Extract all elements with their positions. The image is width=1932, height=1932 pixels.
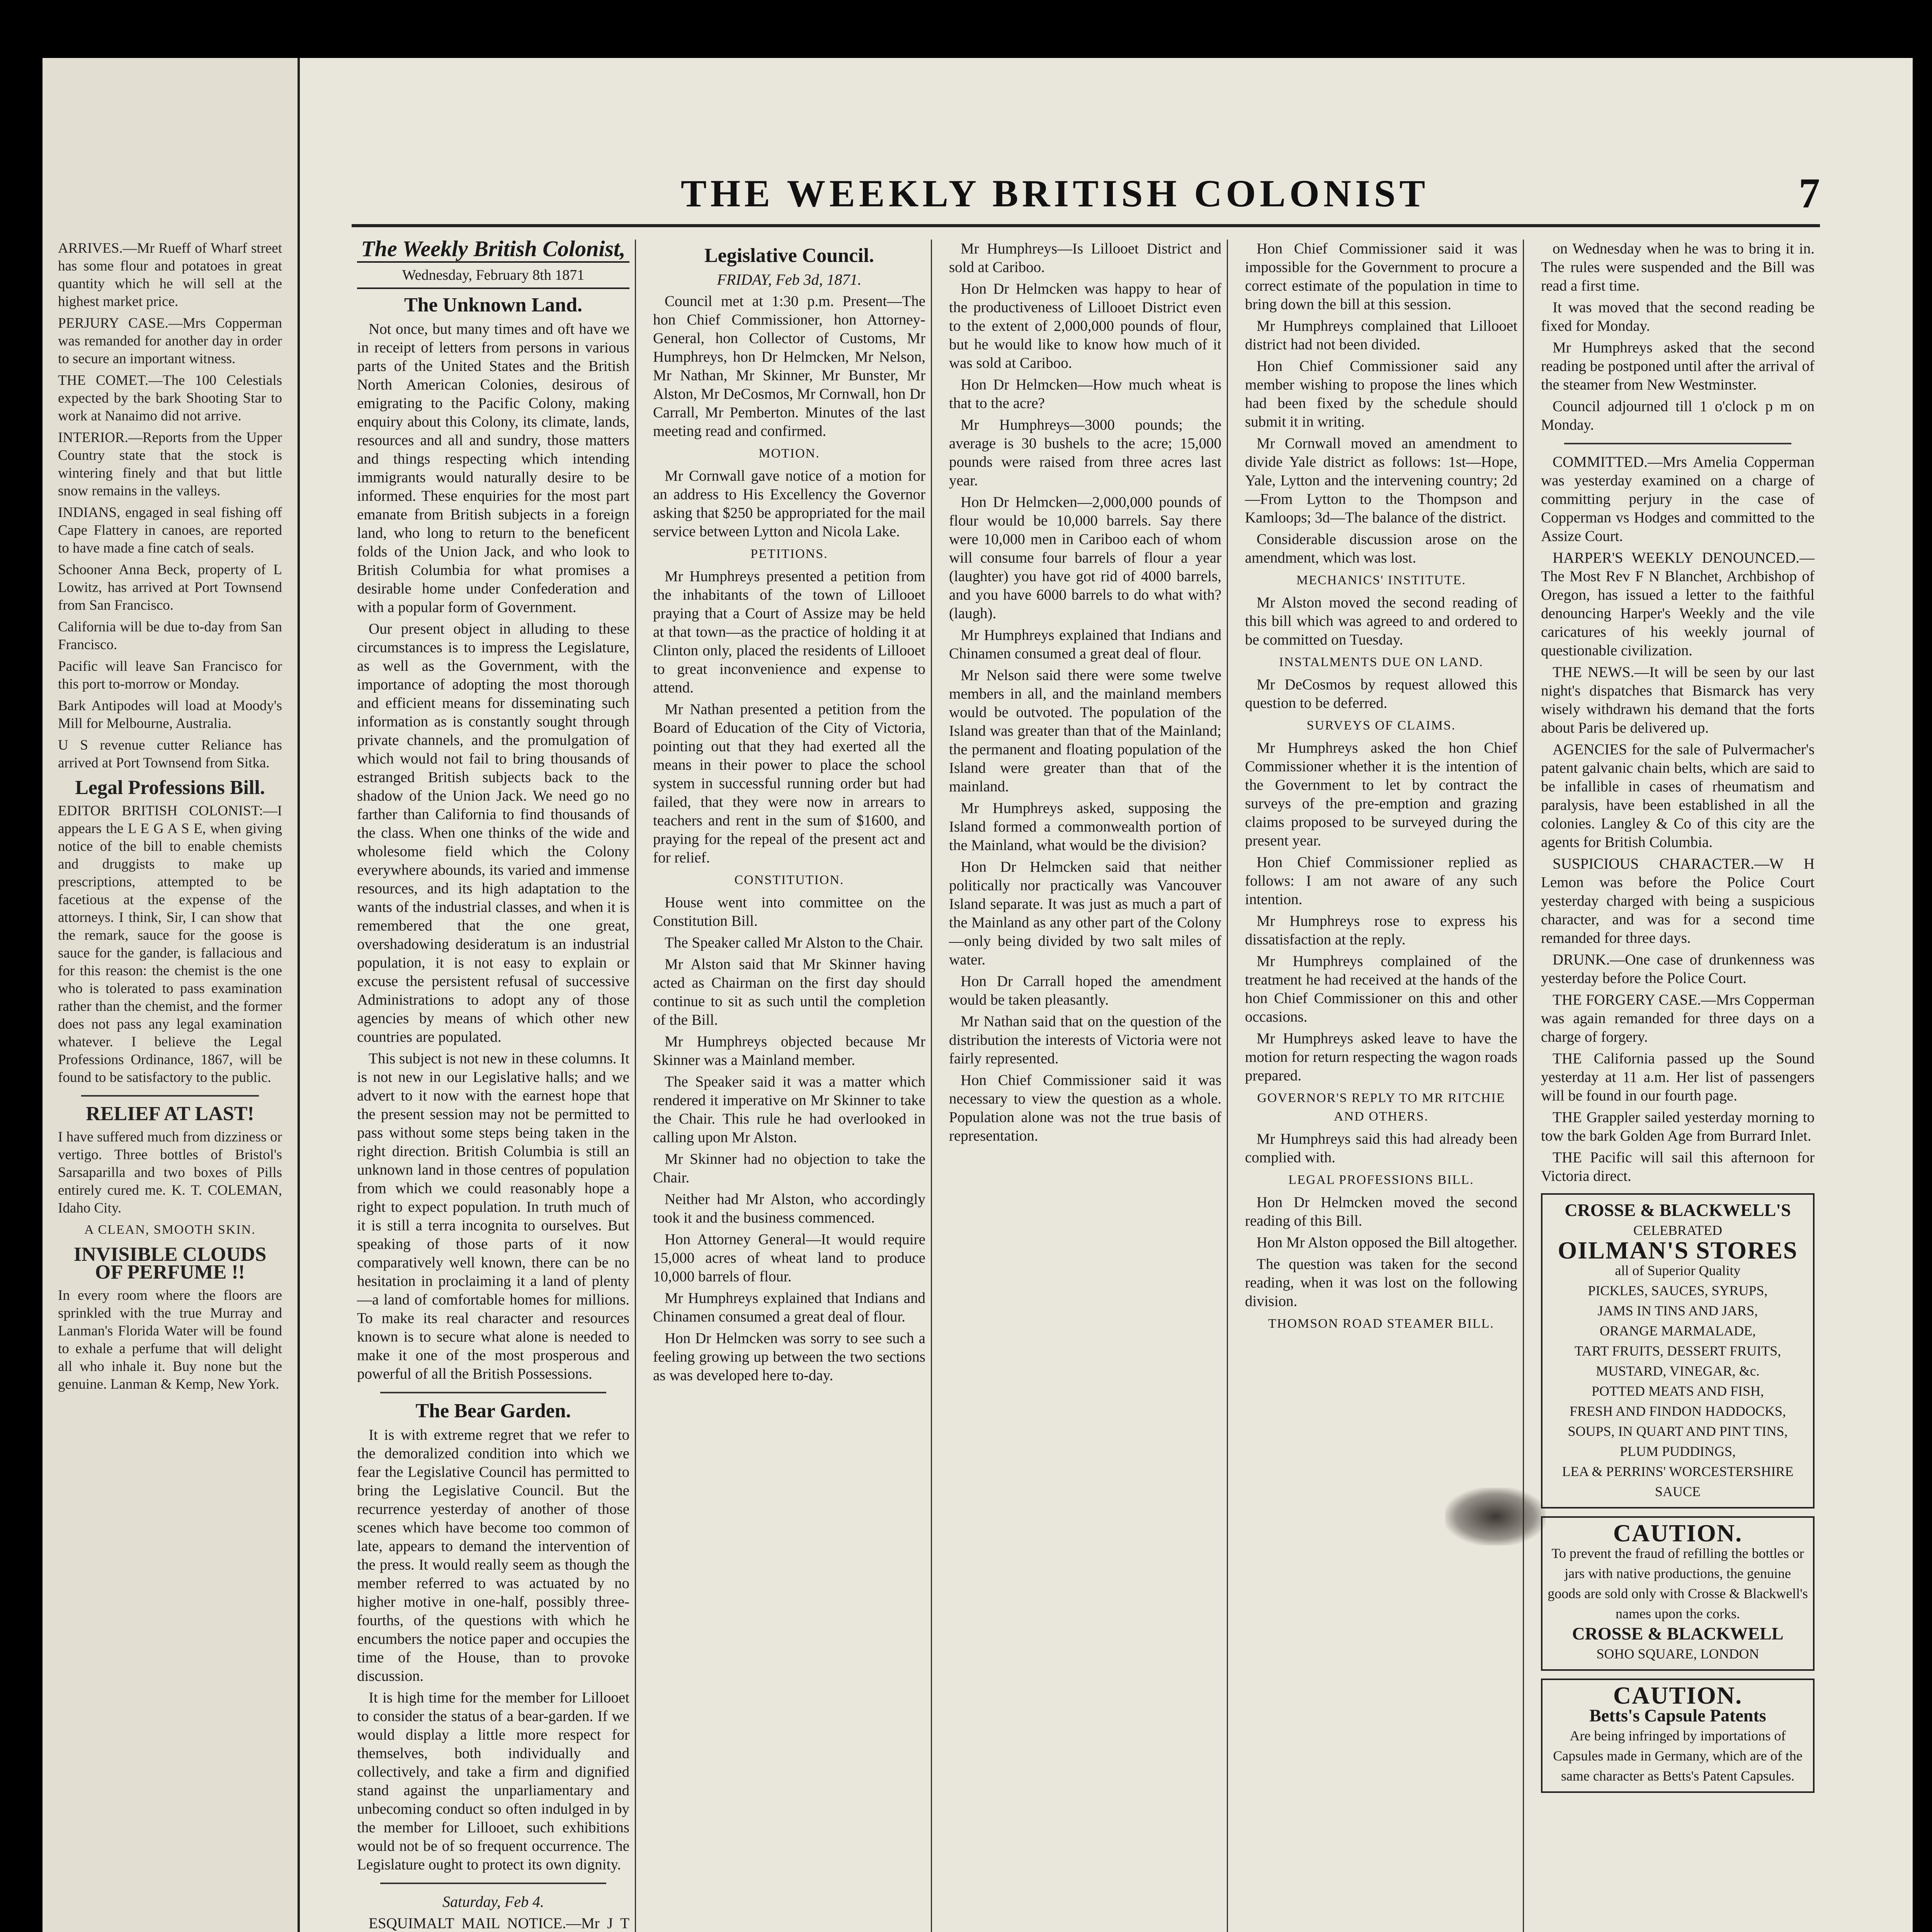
section-heading: INSTALMENTS DUE ON LAND. (1279, 655, 1483, 669)
news-item: INTERIOR.—Reports from the Upper Country state that the stock is wintering finely and that but little snow remains in the valleys. (58, 430, 282, 499)
article-paragraph: Mr DeCosmos by request allowed this question to be deferred. (1245, 676, 1517, 711)
article-heading: Legislative Council. (704, 245, 874, 267)
ad-body: Are being infringed by importations of Capsules made in Germany, which are of the same character as Betts's Patent Capsules. (1553, 1728, 1803, 1784)
article-paragraph: Mr Humphreys complained that Lillooet district had not been divided. (1245, 318, 1517, 353)
news-item: Bark Antipodes will load at Moody's Mill for Melbourne, Australia. (58, 698, 282, 731)
news-item: THE California passed up the Sound yesterday at 11 a.m. Her list of passengers will be found in our fourth page. (1541, 1050, 1815, 1104)
news-item: DRUNK.—One case of drunkenness was yesterday before the Police Court. (1541, 951, 1815, 986)
ad-maker: CROSSE & BLACKWELL (1572, 1624, 1784, 1643)
divider (1564, 443, 1791, 444)
ad-body: To prevent the fraud of refilling the bottles or jars with native productions, the genuine goods are sold only with Crosse & Blackwell's names upon the corks. (1548, 1546, 1808, 1621)
newspaper-scan (43, 58, 1913, 1932)
ad-line: all of Superior Quality (1615, 1263, 1741, 1278)
ad-line: MUSTARD, VINEGAR, &c. (1596, 1363, 1760, 1379)
columns (352, 240, 1820, 1932)
article-paragraph: The Speaker called Mr Alston to the Chair. (665, 934, 923, 951)
section-heading: CONSTITUTION. (734, 873, 844, 887)
previous-page-fragment (43, 58, 300, 1932)
article-paragraph: Hon Dr Helmcken was sorry to see such a feeling growing up between the two sections as was developed here to-day. (653, 1330, 925, 1384)
article-paragraph: Mr Skinner had no objection to take the Chair. (653, 1151, 925, 1186)
article-paragraph: Mr Humphreys objected because Mr Skinner was a Mainland member. (653, 1033, 925, 1068)
section-heading: MOTION. (759, 446, 820, 461)
dateline: Wednesday, February 8th 1871 (357, 266, 629, 289)
article-paragraph: Our present object in alluding to these circumstances is to impress the Legislature, as well as the Government, with the importance of adopting the most thorough and efficient means for disseminating such information as is constantly sought through private channels, and the promulgation of which would not fail to bring thousands of estranged British subjects back to the shadow of the Union Jack. We need go no farther than California to find thousands of the class. When one thinks of the wide and wholesome field which the Colony everywhere abounds, its varied and immense resources, and its high adaptation to the wants of the industrial classes, and when it is remembered that the one great, overshadowing desideratum is an industrial population, it is not easy to explain or excuse the persistent refusal of successive Administrations to adopt any of those agencies by means of which other new countries are populated. (357, 621, 629, 1045)
article-paragraph: The Speaker said it was a matter which rendered it imperative on Mr Skinner to take the Chair. This rule he had overlooked in calling upon Mr Alston. (653, 1073, 925, 1146)
article-paragraph: Mr Nathan presented a petition from the Board of Education of the City of Victoria, pointing out that they had exerted all the means in their power to place the school system in successful running order but had failed, that they were now in arrears to teachers and rent in the sum of $1600, and praying for the repeal of the present act and for relief. (653, 701, 925, 866)
article-paragraph: It is with extreme regret that we refer to the demoralized condition into which we fear the Legislative Council has permitted to bring the Legislative Council. But the recurrence yesterday of another of those scenes which have become too common of late, appears to demand the intervention of the press. It would really seem as though the member referred to was actuated by no higher motive in one-half, possibly three-fourths, of the questions with which he encumbers the notice paper and occupies the time of the House, than to provoke discussion. (357, 1427, 629, 1684)
ad-line: JAMS IN TINS AND JARS, (1597, 1303, 1758, 1318)
article-paragraph: Mr Humphreys presented a petition from the inhabitants of the town of Lillooet praying that a Court of Assize may be held at that town—as the practice of holding it at Clinton only, placed the residents of Lillooet to great inconvenience and expense to attend. (653, 568, 925, 696)
article-paragraph: Hon Dr Helmcken said that neither politically nor practically was Vancouver Island separate. It was just as much a part of the Mainland as any other part of the Colony—only being divided by two salt miles of water. (949, 859, 1221, 968)
article-paragraph: Mr Alston said that Mr Skinner having acted as Chairman on the first day should continue to sit as such until the completion of the Bill. (653, 956, 925, 1028)
article-paragraph: House went into committee on the Constitution Bill. (653, 894, 925, 929)
article-heading: The Bear Garden. (415, 1400, 571, 1422)
ad-body: I have suffered much from dizziness or vertigo. Three bottles of Bristol's Sarsaparilla and two boxes of Pills entirely cured me. K. T. COLEMAN, Idaho City. (58, 1129, 282, 1216)
article-paragraph: on Wednesday when he was to bring it in. The rules were suspended and the Bill was read a first time. (1541, 240, 1815, 294)
article-paragraph: Mr Humphreys said this had already been complied with. (1245, 1131, 1517, 1166)
ad-title: OILMAN'S STORES (1558, 1236, 1798, 1264)
news-item: AGENCIES for the sale of Pulvermacher's patent galvanic chain belts, which are said to be infallible in cases of rheumatism and paralysis, have been established in all the colonies. Langley & Co of this city are the agents for British Columbia. (1541, 741, 1815, 850)
article-paragraph: Mr Humphreys complained of the treatment he had received at the hands of the hon Chief Commissioner on this and other occasions. (1245, 953, 1517, 1025)
news-item: SUSPICIOUS CHARACTER.—W H Lemon was before the Police Court yesterday charged with being a suspicious character, and was for a second time remanded for three days. (1541, 855, 1815, 946)
article-paragraph: Neither had Mr Alston, who accordingly took it and the business commenced. (653, 1191, 925, 1226)
section-heading: PETITIONS. (750, 547, 828, 561)
ad-heading: RELIEF AT LAST! (86, 1103, 254, 1125)
page-number: 7 (1799, 169, 1820, 217)
ad-body: In every room where the floors are sprinkled with the true Murray and Lanman's Florida Water will be found to exhale a perfume that will delight all who inhale it. Buy none but the genuine. Lanman & Kemp, New York. (58, 1287, 282, 1392)
section-heading: GOVERNOR'S REPLY TO MR RITCHIE AND OTHERS. (1257, 1091, 1505, 1124)
news-item: PERJURY CASE.—Mrs Copperman was remanded for another day in order to secure an important witness. (58, 315, 282, 367)
section-heading: LEGAL PROFESSIONS BILL. (1288, 1173, 1474, 1187)
article-paragraph: Hon Attorney General—It would require 15,000 acres of wheat land to produce 10,000 barrels of flour. (653, 1231, 925, 1285)
article-paragraph: Mr Humphreys—3000 pounds; the average is 30 bushels to the acre; 15,000 pounds were raised from three acres last year. (949, 417, 1221, 489)
article-paragraph: Hon Mr Alston opposed the Bill altogether. (1257, 1234, 1517, 1251)
article-paragraph: Mr Humphreys rose to express his dissatisfaction at the reply. (1245, 913, 1517, 948)
news-item: COMMITTED.—Mrs Amelia Copperman was yesterday examined on a charge of committing perjury in the case of Copperman vs Hodges and committed to the Assize Court. (1541, 454, 1815, 544)
article-paragraph: It was moved that the second reading be fixed for Monday. (1541, 299, 1815, 334)
ad-heading: INVISIBLE CLOUDS OF PERFUME !! (73, 1243, 267, 1283)
article-paragraph: This subject is not new in these columns. It is not new in our Legislative halls; and we advert to it now with the earnest hope that the present session may not be permitted to pass without some steps being taken in the right direction. British Columbia is still an unknown land in those centres of population from which we could reasonably hope a right to expect population. In truth much of it is still a terra incognita to ourselves. But speaking of those parts of it now comparatively well known, there can be no hesitation in proclaiming it a land of plenty—a land of comfortable homes for millions. To make its real character and resources known is to secure what alone is needed to make it one of the most prosperous and powerful of all the British Possessions. (357, 1050, 629, 1382)
ad-heading: CAUTION. (1613, 1682, 1743, 1709)
ink-stain (1445, 1488, 1546, 1546)
column-4 (1240, 240, 1524, 1932)
news-item: INDIANS, engaged in seal fishing off Cape Flattery in canoes, are reported to have made a fine catch of seals. (58, 505, 282, 556)
masthead-title: THE WEEKLY BRITISH COLONIST (680, 172, 1429, 215)
masthead-rule (352, 224, 1820, 227)
news-item: HARPER'S WEEKLY DENOUNCED.—The Most Rev F N Blanchet, Archbishop of Oregon, has issued a letter to the faithful denouncing Harper's Weekly and the vile caricatures of his weekly journal of questionable civilization. (1541, 549, 1815, 659)
session-date: FRIDAY, Feb 3d, 1871. (717, 271, 862, 288)
column-5 (1536, 240, 1820, 1932)
masthead (352, 166, 1820, 220)
news-item: Pacific will leave San Francisco for this port to-morrow or Monday. (58, 658, 282, 692)
ad-line: TART FRUITS, DESSERT FRUITS, (1574, 1343, 1781, 1359)
divider (380, 1392, 606, 1393)
article-heading: Legal Professions Bill. (75, 777, 265, 799)
section-heading: MECHANICS' INSTITUTE. (1296, 573, 1466, 587)
previous-page-column (58, 240, 282, 1397)
article-body: EDITOR BRITISH COLONIST:—I appears the L E G A S E, when giving notice of the bill to enable chemists and druggists to make up prescriptions, attempted to be facetious at the expense of the attorneys. I think, Sir, I can show that the remark, sauce for the goose is sauce for the gander, is fallacious and for this reason: the chemist is the one who is tolerated to pass examination rather than the chemist, and the former does not pass any legal examination whatever. I believe the Legal Professions Ordinance, 1867, will be found to be satisfactory to the public. (58, 803, 282, 1085)
news-item: Schooner Anna Beck, property of L Lowitz, has arrived at Port Townsend from San Francisco. (58, 562, 282, 613)
news-item: THE NEWS.—It will be seen by our last night's dispatches that Bismarck has very wisely withdrawn his demand that the forts about Paris be delivered up. (1541, 664, 1815, 736)
article-paragraph: Mr Nathan said that on the question of the distribution the interests of Victoria were not fairly represented. (949, 1013, 1221, 1067)
ad-heading: CAUTION. (1613, 1519, 1743, 1547)
news-item: THE Pacific will sail this afternoon for Victoria direct. (1541, 1149, 1815, 1184)
article-paragraph: Hon Dr Helmcken—2,000,000 pounds of flour would be 10,000 barrels. Say there were 10,000 men in Cariboo each of whom will consume four barrels of flour a year (laughter) you have got rid of 4000 barrels, and you have 6000 barrels to do what with? (laugh). (949, 494, 1221, 622)
news-item: California will be due to-day from San Francisco. (58, 619, 282, 653)
section-heading: SURVEYS OF CLAIMS. (1306, 718, 1456, 733)
article-paragraph: Hon Dr Helmcken—How much wheat is that to the acre? (949, 376, 1221, 412)
advertisement-betts (1541, 1679, 1815, 1793)
article-paragraph: Mr Cornwall moved an amendment to divide Yale district as follows: 1st—Hope, Yale, Lytton and the intervening country; 2d—From Lytton to the Thompson and Kamloops; 3d—The balance of the district. (1245, 435, 1517, 526)
article-heading: The Unknown Land. (404, 294, 582, 316)
news-item: ESQUIMALT MAIL NOTICE.—Mr J T (369, 1915, 629, 1932)
article-paragraph: Hon Dr Helmcken was happy to hear of the productiveness of Lillooet District even to the extent of 2,000,000 pounds of flour, but he would like to know how much of it was sold at Cariboo. (949, 281, 1221, 371)
ad-address: SOHO SQUARE, LONDON (1596, 1646, 1759, 1662)
article-paragraph: Hon Chief Commissioner said it was impossible for the Government to procure a correct estimate of the population in time to bring down the bill at this session. (1245, 240, 1517, 313)
news-item: THE COMET.—The 100 Celestials expected by the bark Shooting Star to work at Nanaimo did not arrive. (58, 372, 282, 424)
ad-subheading: CELEBRATED (1633, 1223, 1722, 1238)
news-item: THE FORGERY CASE.—Mrs Copperman was again remanded for three days on a charge of forgery. (1541, 992, 1815, 1045)
article-paragraph: Not once, but many times and oft have we in receipt of letters from persons in various parts of the United States and the British North American Colonies, desirous of emigrating to the Pacific Colony, making enquiry about this Colony, its climate, lands, resources and all and sundry, those matters and things respecting which intending immigrants would naturally desire to be informed. These enquiries for the most part emanate from British subjects in a foreign land, who long to return to the beneficent folds of the Union Jack, and who look to British Columbia for what promises a desirable home under Confederation and with a popular form of Government. (357, 321, 629, 616)
article-paragraph: It is high time for the member for Lillooet to consider the status of a bear-garden. If we would display a little more respect for themselves, both individually and collectively, and take a firm and dignified stand against the unparliamentary and unbecoming conduct so often indulged in by the member for Lillooet, such exhibitions would not be of so frequent occurrence. The Legislature ought to protect its own dignity. (357, 1689, 629, 1873)
article-paragraph: The question was taken for the second reading, when it was lost on the following division. (1245, 1256, 1517, 1310)
article-paragraph: Mr Nelson said there were some twelve members in all, and the mainland members would be outvoted. The population of the Island was greater than that of the Mainland; the permanent and floating population of the Island were greater than that of the mainland. (949, 667, 1221, 795)
column-2 (648, 240, 932, 1932)
article-paragraph: Mr Humphreys asked that the second reading be postponed until after the arrival of the steamer from New Westminster. (1541, 339, 1815, 393)
article-paragraph: Mr Humphreys explained that Indians and Chinamen consumed a great deal of flour. (949, 627, 1221, 662)
column-1 (352, 240, 636, 1932)
ad-line: ORANGE MARMALADE, (1600, 1323, 1756, 1338)
news-item: ARRIVES.—Mr Rueff of Wharf street has some flour and potatoes in great quantity which he will sell at the highest market price. (58, 240, 282, 310)
ad-line: PICKLES, SAUCES, SYRUPS, (1588, 1283, 1768, 1298)
ad-title: Betts's Capsule Patents (1589, 1706, 1766, 1725)
article-paragraph: Mr Cornwall gave notice of a motion for an address to His Excellency the Governor asking that $250 be appropriated for the mail service between Lytton and Nicola Lake. (653, 468, 925, 540)
ad-line: PLUM PUDDINGS, (1619, 1444, 1736, 1459)
section-heading: THOMSON ROAD STEAMER BILL. (1268, 1316, 1494, 1331)
ad-heading: CROSSE & BLACKWELL'S (1565, 1200, 1791, 1220)
article-paragraph: Hon Dr Carrall hoped the amendment would be taken pleasantly. (949, 973, 1221, 1008)
advertisement-caution (1541, 1516, 1815, 1671)
divider (81, 1095, 259, 1097)
divider (380, 1883, 606, 1884)
article-paragraph: Mr Humphreys explained that Indians and Chinamen consumed a great deal of flour. (653, 1290, 925, 1325)
ad-subheading: A CLEAN, SMOOTH SKIN. (84, 1223, 256, 1237)
article-paragraph: Hon Dr Helmcken moved the second reading of this Bill. (1245, 1194, 1517, 1229)
article-paragraph: Council met at 1:30 p.m. Present—The hon Chief Commissioner, hon Attorney-General, hon Collector of Customs, Mr Humphreys, hon Dr Helmcken, Mr Nelson, Mr Nathan, Mr Skinner, Mr Bunster, Mr Alston, Mr DeCosmos, Mr Cornwall, hon Dr Carrall, Mr Pemberton. Minutes of the last meeting read and confirmed. (653, 293, 925, 439)
article-paragraph: Mr Humphreys asked, supposing the Island formed a commonwealth portion of the Mainland, what would be the division? (949, 800, 1221, 854)
article-paragraph: Mr Humphreys—Is Lillooet District and sold at Cariboo. (949, 240, 1221, 276)
nameplate: The Weekly British Colonist, (357, 240, 629, 263)
newspaper-page (305, 58, 1913, 1932)
advertisement-crosse-blackwell (1541, 1193, 1815, 1509)
article-paragraph: Hon Chief Commissioner replied as follows: I am not aware of any such intention. (1245, 854, 1517, 908)
article-paragraph: Mr Humphreys asked the hon Chief Commissioner whether it is the intention of the Government to let by contract the surveys of the pre-emption and grazing claims proposed to be surveyed during the present year. (1245, 740, 1517, 849)
ad-line: FRESH AND FINDON HADDOCKS, (1569, 1403, 1786, 1419)
ad-line: LEA & PERRINS' WORCESTERSHIRE SAUCE (1562, 1464, 1794, 1499)
section-date: Saturday, Feb 4. (442, 1893, 544, 1910)
ad-line: POTTED MEATS AND FISH, (1591, 1383, 1764, 1399)
ad-line: SOUPS, IN QUART AND PINT TINS, (1568, 1423, 1788, 1439)
news-item: THE Grappler sailed yesterday morning to tow the bark Golden Age from Burrard Inlet. (1541, 1109, 1815, 1144)
article-paragraph: Mr Humphreys asked leave to have the motion for return respecting the wagon roads prepared. (1245, 1030, 1517, 1084)
article-paragraph: Hon Chief Commissioner said it was necessary to view the question as a whole. Population alone was not the true basis of representation. (949, 1072, 1221, 1144)
article-paragraph: Council adjourned till 1 o'clock p m on Monday. (1541, 398, 1815, 433)
article-paragraph: Hon Chief Commissioner said any member wishing to propose the lines which had been fixed by the schedule should submit it in writing. (1245, 358, 1517, 430)
news-item: U S revenue cutter Reliance has arrived at Port Townsend from Sitka. (58, 737, 282, 771)
article-paragraph: Mr Alston moved the second reading of this bill which was agreed to and ordered to be committed on Tuesday. (1245, 594, 1517, 648)
article-paragraph: Considerable discussion arose on the amendment, which was lost. (1245, 531, 1517, 566)
column-3 (944, 240, 1228, 1932)
